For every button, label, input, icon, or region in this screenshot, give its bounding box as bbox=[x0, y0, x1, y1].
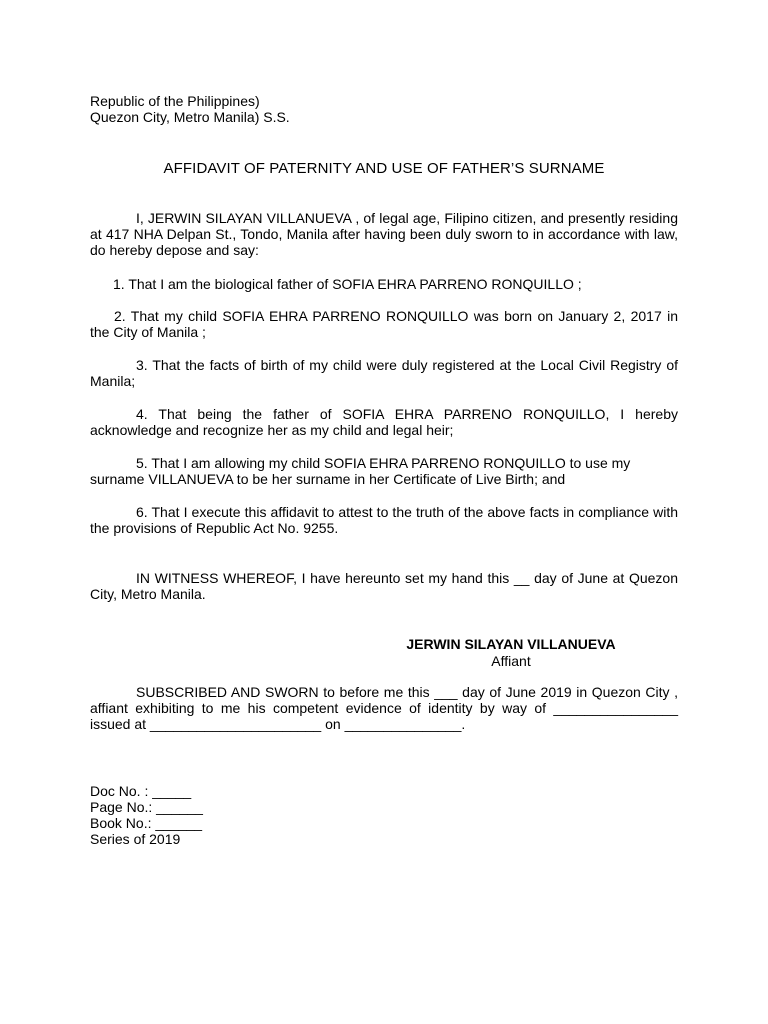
book-number: Book No.: ______ bbox=[90, 815, 203, 831]
item-3: 3. That the facts of birth of my child were duly registered at the Local Civil Registry of Manila; bbox=[90, 357, 678, 389]
doc-number: Doc No. : _____ bbox=[90, 783, 192, 799]
affiant-name: JERWIN SILAYAN VILLANUEVA bbox=[406, 636, 616, 652]
notarial-register bbox=[90, 783, 678, 847]
jurat-paragraph: SUBSCRIBED AND SWORN to before me this ___ day of June 2019 in Quezon City , affiant exhibiting to me his competent evidence of identity by way of ________________ issued at ______________________ on _______________. bbox=[90, 684, 678, 732]
item-1: 1. That I am the biological father of SOFIA EHRA PARRENO RONQUILLO ; bbox=[113, 276, 582, 292]
item-5: 5. That I am allowing my child SOFIA EHRA PARRENO RONQUILLO to use my surname VILLANUEVA to be her surname in her Certificate of Live Birth; and bbox=[90, 455, 631, 487]
page-number: Page No.: ______ bbox=[90, 799, 203, 815]
document-title: AFFIDAVIT OF PATERNITY AND USE OF FATHER’S SURNAME bbox=[163, 160, 605, 177]
series-year: Series of 2019 bbox=[90, 831, 181, 847]
venue-country: Republic of the Philippines) bbox=[90, 93, 260, 109]
intro-paragraph: I, JERWIN SILAYAN VILLANUEVA , of legal age, Filipino citizen, and presently residing at 417 NHA Delpan St., Tondo, Manila after having been duly sworn to in accordance with law, do hereby depose and say: bbox=[90, 210, 678, 258]
witness-clause: IN WITNESS WHEREOF, I have hereunto set my hand this __ day of June at Quezon City, Metro Manila. bbox=[90, 570, 678, 602]
venue-city: Quezon City, Metro Manila) S.S. bbox=[90, 109, 290, 125]
affiant-label: Affiant bbox=[491, 653, 531, 669]
item-4: 4. That being the father of SOFIA EHRA PARRENO RONQUILLO, I hereby acknowledge and recognize her as my child and legal heir; bbox=[90, 406, 678, 438]
venue-header bbox=[90, 93, 678, 125]
item-6: 6. That I execute this affidavit to attest to the truth of the above facts in compliance with the provisions of Republic Act No. 9255. bbox=[90, 504, 678, 536]
item-2: 2. That my child SOFIA EHRA PARRENO RONQUILLO was born on January 2, 2017 in the City of Manila ; bbox=[90, 308, 678, 340]
